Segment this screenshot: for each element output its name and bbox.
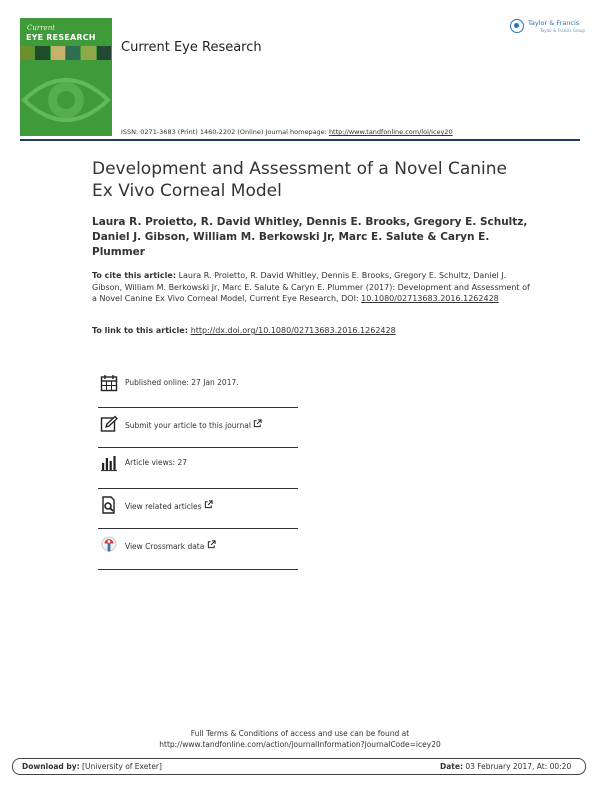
- external-link-icon: [253, 419, 262, 428]
- issn-line: [121, 128, 453, 136]
- publisher-name: Taylor & Francis: [528, 19, 580, 27]
- download-date: [440, 762, 571, 771]
- homepage-link[interactable]: http://www.tandfonline.com/loi/icey20: [328, 128, 453, 136]
- views-row: [98, 448, 298, 488]
- article-title: Development and Assessment of a Novel Canine Ex Vivo Corneal Model: [92, 159, 508, 201]
- terms-line: Full Terms & Conditions of access and use can be found at: [190, 729, 410, 738]
- doi-link[interactable]: 10.1080/02713683.2016.1262428: [361, 294, 499, 303]
- calendar-icon: [100, 374, 118, 392]
- related-articles-label: View related articles: [125, 502, 202, 511]
- download-date-value: 03 February 2017, At: 00:20: [462, 762, 572, 771]
- journal-cover[interactable]: [20, 18, 112, 136]
- crossmark-link[interactable]: [125, 540, 216, 551]
- link-label: To link to this article:: [92, 326, 191, 335]
- info-divider: [98, 569, 298, 570]
- downloaded-by: [22, 762, 162, 771]
- publisher-sub: Taylor & Francis Group: [540, 28, 585, 33]
- header-divider: [20, 139, 580, 141]
- downloaded-by-label: Download by:: [22, 762, 80, 771]
- eye-icon: [20, 62, 112, 136]
- download-date-label: Date:: [440, 762, 463, 771]
- external-link-icon: [207, 540, 216, 549]
- edit-icon: [100, 415, 118, 433]
- cite-label: To cite this article:: [92, 271, 177, 280]
- bar-chart-icon: [100, 454, 118, 472]
- cover-title-line2: EYE RESEARCH: [26, 33, 96, 42]
- submit-row[interactable]: [98, 409, 298, 449]
- related-row[interactable]: [98, 490, 298, 530]
- article-views: Article views: 27: [125, 458, 188, 467]
- issn-text: ISSN: 0271-3683 (Print) 1460-2202 (Online) Journal homepage:: [121, 128, 329, 136]
- terms-notice: [0, 728, 600, 750]
- publisher-logo-icon: [510, 19, 524, 33]
- published-date: Published online: 27 Jan 2017.: [125, 378, 239, 387]
- search-document-icon: [100, 496, 118, 514]
- info-divider: [98, 528, 298, 529]
- published-row: [98, 368, 298, 408]
- related-articles-link[interactable]: [125, 500, 213, 511]
- external-link-icon: [204, 500, 213, 509]
- citation-block: [92, 270, 532, 305]
- crossmark-icon: [100, 536, 118, 554]
- cover-title-line1: Current: [27, 24, 56, 32]
- crossmark-row[interactable]: [98, 530, 298, 570]
- article-link[interactable]: http://dx.doi.org/10.1080/02713683.2016.1262428: [190, 326, 396, 335]
- info-divider: [98, 488, 298, 489]
- journal-name[interactable]: Current Eye Research: [121, 40, 262, 55]
- cover-image-strip: [20, 46, 112, 60]
- info-divider: [98, 407, 298, 408]
- publisher-logo[interactable]: [510, 17, 585, 39]
- submit-article-link[interactable]: [125, 419, 262, 430]
- crossmark-label: View Crossmark data: [125, 542, 205, 551]
- downloaded-by-value: [University of Exeter]: [79, 762, 162, 771]
- article-authors: Laura R. Proietto, R. David Whitley, Dennis E. Brooks, Gregory E. Schultz, Daniel J. Gibson, William M. Berkowski Jr, Marc E. Salute & Caryn E. Plummer: [92, 216, 528, 258]
- terms-link[interactable]: http://www.tandfonline.com/action/journalInformation?journalCode=icey20: [159, 740, 441, 749]
- cite-text: Laura R. Proietto, R. David Whitley, Dennis E. Brooks, Gregory E. Schultz, Daniel J. Gibson, William M. Berkowski Jr, Marc E. Salute & Caryn E. Plummer (2017): Development and Assessment of a Novel Canine Ex Vivo Corneal Model, Current Eye Research, DOI:: [92, 271, 530, 303]
- submit-article-label: Submit your article to this journal: [125, 421, 251, 430]
- link-block: [92, 325, 532, 337]
